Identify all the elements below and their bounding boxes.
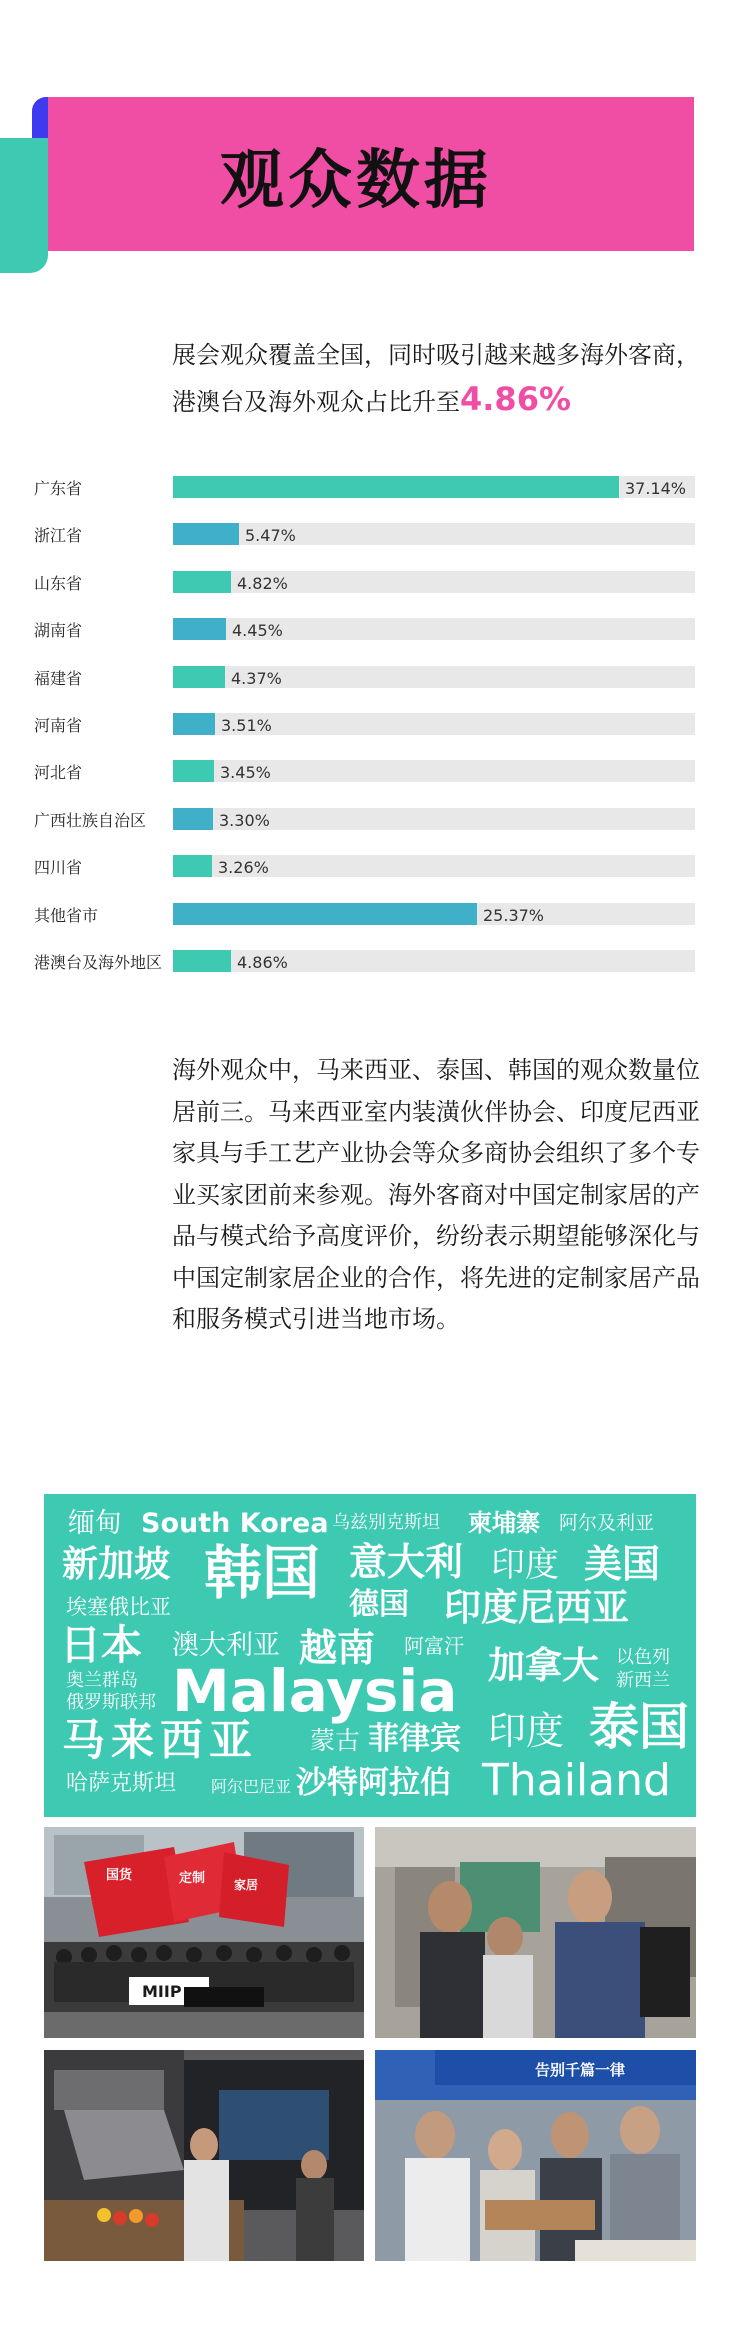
- word-cloud-word: Thailand: [482, 1755, 671, 1806]
- word-cloud-word: 澳大利亚: [172, 1630, 280, 1661]
- bar-category-label: 福建省: [34, 668, 83, 688]
- photo-banner-text: 国货: [106, 1868, 133, 1883]
- bar: [173, 571, 231, 593]
- bar-track: [173, 950, 695, 972]
- word-cloud-word: 菲律宾: [368, 1721, 461, 1757]
- bar-row: [0, 569, 740, 595]
- bar-category-label: 河北省: [34, 763, 83, 783]
- word-cloud-word: 越南: [299, 1626, 376, 1670]
- word-cloud-word: 韩国: [204, 1539, 321, 1607]
- bar: [173, 950, 231, 972]
- word-cloud-word: 沙特阿拉伯: [296, 1765, 451, 1801]
- photo-sign-text: MIIP: [142, 1982, 182, 2001]
- overseas-visitors-paragraph: 海外观众中，马来西亚、泰国、韩国的观众数量位居前三。马来西亚室内装潢伙伴协会、印度尼西亚家具与手工艺产业协会等众多商协会组织了多个专业买家团前来参观。海外客商对中国定制家居的产品与模式给予高度评价，纷纷表示期望能够深化与中国定制家居企业的合作，将先进的定制家居产品和服务模式引进当地市场。: [172, 1056, 700, 1333]
- bar-value-label: 3.45%: [220, 763, 271, 783]
- bar-track: [173, 666, 695, 688]
- word-cloud-word: 印度: [491, 1545, 559, 1585]
- intro-text: [172, 333, 702, 424]
- word-cloud-word: 马来西亚: [62, 1716, 258, 1766]
- bar-value-label: 37.14%: [625, 479, 687, 498]
- photo-group-visitors: [44, 1827, 364, 2038]
- bar-track: [173, 903, 695, 925]
- bar-row: [0, 616, 740, 642]
- bar: [173, 855, 212, 877]
- header-decoration-teal: [0, 138, 48, 273]
- word-cloud-word: 德国: [349, 1587, 409, 1622]
- intro-highlight-percentage: 4.86%: [460, 380, 572, 418]
- photo-sample-inspection: [375, 2050, 696, 2261]
- bar: [173, 903, 477, 925]
- bar-category-label: 浙江省: [34, 526, 83, 546]
- word-cloud-word: 奥兰群岛: [66, 1670, 138, 1691]
- bar-row: [0, 474, 740, 500]
- word-cloud-word: 阿尔巴尼亚: [211, 1777, 292, 1796]
- photo-kitchen-display: [44, 2050, 364, 2261]
- bar: [173, 760, 214, 782]
- bar: [173, 713, 215, 735]
- word-cloud-word: 以色列: [616, 1647, 670, 1668]
- photo-banner-text: 定制: [179, 1871, 206, 1886]
- header-decoration-blue: [32, 97, 48, 138]
- bar-category-label: 山东省: [34, 573, 83, 593]
- bar-category-label: 广东省: [34, 479, 83, 498]
- bar: [173, 476, 619, 498]
- word-cloud-word: Malaysia: [172, 1657, 458, 1725]
- bar-value-label: 5.47%: [245, 526, 296, 546]
- bar-value-label: 4.37%: [231, 668, 282, 688]
- bar-value-label: 25.37%: [483, 905, 545, 925]
- bar-value-label: 4.82%: [237, 573, 288, 593]
- bar: [173, 666, 225, 688]
- bar-row: [0, 901, 740, 927]
- bar-category-label: 河南省: [34, 716, 83, 735]
- bar-track: [173, 808, 695, 830]
- bar-row: [0, 711, 740, 737]
- word-cloud-word: 哈萨克斯坦: [66, 1771, 177, 1796]
- bar-row: [0, 521, 740, 547]
- bar-category-label: 其他省市: [34, 905, 99, 925]
- bar-category-label: 四川省: [34, 858, 83, 878]
- bar-row: [0, 806, 740, 832]
- photo-booth-visitors: [375, 1827, 696, 2038]
- bar-row: [0, 664, 740, 690]
- bar-category-label: 湖南省: [34, 621, 83, 641]
- word-cloud-word: South Korea: [141, 1508, 329, 1539]
- bar-category-label: 广西壮族自治区: [34, 810, 147, 830]
- bar-row: [0, 758, 740, 784]
- bar-track: [173, 523, 695, 545]
- bar-value-label: 3.26%: [218, 858, 269, 878]
- bar-track: [173, 760, 695, 782]
- word-cloud-word: 蒙古: [310, 1726, 361, 1755]
- word-cloud-word: 新西兰: [616, 1670, 670, 1691]
- word-cloud-word: 泰国: [589, 1698, 689, 1756]
- word-cloud-word: 阿尔及利亚: [559, 1512, 655, 1534]
- word-cloud-word: 俄罗斯联邦: [66, 1692, 156, 1713]
- bar-value-label: 4.45%: [232, 621, 283, 641]
- bar-track: [173, 713, 695, 735]
- bar-category-label: 港澳台及海外地区: [34, 953, 163, 972]
- country-word-cloud: [44, 1494, 696, 1817]
- bar-value-label: 4.86%: [237, 953, 288, 972]
- word-cloud-word: 柬埔寨: [468, 1509, 540, 1537]
- bar: [173, 523, 239, 545]
- word-cloud-word: 缅甸: [68, 1508, 122, 1539]
- word-cloud-word: 埃塞俄比亚: [66, 1595, 171, 1619]
- bar-track: [173, 855, 695, 877]
- word-cloud-word: 新加坡: [62, 1544, 171, 1585]
- bar: [173, 618, 226, 640]
- word-cloud-word: 加拿大: [488, 1644, 599, 1687]
- bar-row: [0, 853, 740, 879]
- word-cloud-word: 美国: [584, 1542, 661, 1586]
- word-cloud-word: 印度尼西亚: [444, 1586, 629, 1629]
- bar: [173, 808, 213, 830]
- bar-value-label: 3.51%: [221, 716, 272, 735]
- bar-track: [173, 571, 695, 593]
- photo-banner-text: 家居: [234, 1878, 259, 1892]
- bar-track: [173, 476, 695, 498]
- word-cloud-word: 印度: [488, 1709, 565, 1753]
- word-cloud-word: 日本: [60, 1621, 142, 1669]
- word-cloud-word: 意大利: [349, 1540, 464, 1584]
- photo-sign-text: 告别千篇一律: [535, 2061, 626, 2079]
- word-cloud-word: 乌兹别克斯坦: [332, 1512, 440, 1533]
- word-cloud-word: 阿富汗: [404, 1634, 464, 1658]
- bar-track: [173, 618, 695, 640]
- bar-value-label: 3.30%: [219, 810, 270, 830]
- page-title: 观众数据: [220, 144, 492, 218]
- bar-row: [0, 948, 740, 974]
- intro-body: 展会观众覆盖全国，同时吸引越来越多海外客商，港澳台及海外观众占比升至: [172, 341, 700, 416]
